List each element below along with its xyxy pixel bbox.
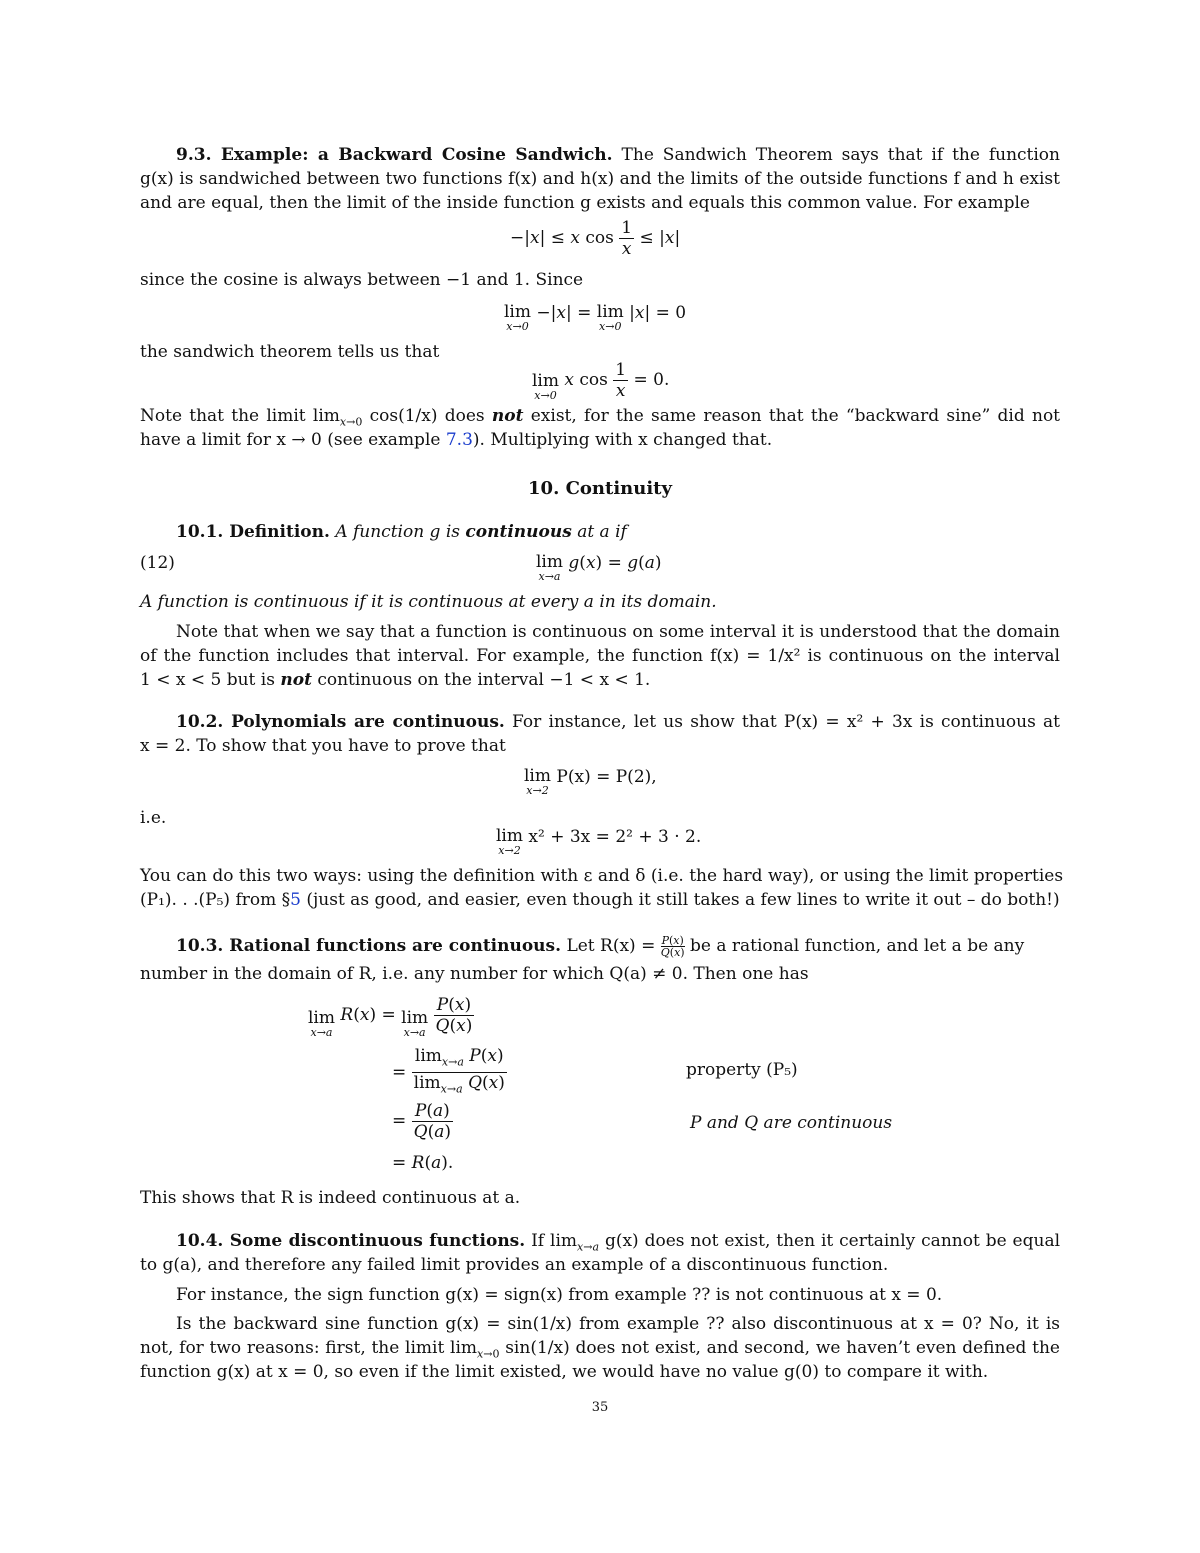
sec104-line1: 10.4. Some discontinuous functions. If $\lim_{x\to a} g(x)$ does not exist, then it certainly cannot be equal [176, 1231, 1061, 1254]
sec104-line2: to g(a), and therefore any failed limit provides an example of a discontinuous function. [140, 1255, 889, 1275]
page-number: 35 [591, 1400, 609, 1415]
emphasis-not: not [491, 406, 524, 426]
sec93-title: 9.3. Example: a Backward Cosine Sandwich. [176, 145, 613, 165]
sec103-property-p5: property (P₅) [686, 1060, 798, 1080]
sec103-eq-row3: = $\frac{P(a)}{Q(a)}$ [392, 1101, 452, 1142]
sec104-para2-line3: function g(x) at x = 0, so even if the limit existed, we would have no value g(0) to compare it with. [140, 1362, 989, 1382]
sec93-line5: the sandwich theorem tells us that [140, 342, 440, 362]
sec93-line1 [176, 143, 1060, 167]
sec101-para-line3: 1 < x < 5 but is not continuous on the interval −1 < x < 1. [140, 670, 651, 690]
sec93-line2: g(x) is sandwiched between two functions f(x) and h(x) and the limits of the outside functions f and h exist [140, 169, 1060, 189]
sec101-line1: 10.1. Definition. A function g is continuous at a if [176, 522, 627, 542]
sec93-line3: and are equal, then the limit of the inside function g exists and equals this common value. For example [140, 193, 1030, 213]
sec93-line6: Note that the limit $\lim_{x\to 0} \cos(1/x)$ does not exist, for the same reason that the “backward sine” did not [140, 406, 1061, 429]
sec102-line2: x = 2. To show that you have to prove that [140, 736, 506, 756]
sec93-line4: since the cosine is always between −1 and 1. Since [140, 270, 584, 290]
sec93-eq2: lim x→0 −|x| = lim x→0 |x| = 0 [504, 302, 687, 333]
sec102-ie: i.e. [140, 808, 167, 828]
sec93-eq1: −|x| ≤ x cos $\frac{1}{x}$ ≤ |x| [510, 218, 681, 259]
sec103-eq-row2: = $\frac{\lim_{x\to a} P(x)}{\lim_{x\to a} Q(x)}$ [392, 1046, 505, 1096]
sec103-eq-row1: lim x→a R(x) = lim x→a $\frac{P(x)}{Q(x)}$ [308, 995, 473, 1039]
sec103-line2: number in the domain of R, i.e. any number for which Q(a) ≠ 0. Then one has [140, 964, 809, 984]
sec103-conclusion: This shows that R is indeed continuous at a. [140, 1188, 521, 1208]
sec102-eq2: lim x→2 x² + 3x = 2² + 3 · 2. [496, 826, 702, 857]
section-5-link[interactable]: 5 [290, 890, 301, 910]
sec103-eq-row4: = R(a). [392, 1153, 454, 1173]
sec101-line2: A function is continuous if it is continuous at every a in its domain. [140, 592, 717, 612]
sec104-para1: For instance, the sign function g(x) = sign(x) from example ?? is not continuous at x = 0. [176, 1285, 943, 1305]
sec93-text1: The Sandwich Theorem says that if the function [621, 145, 1060, 165]
sec101-title: 10.1. Definition. [176, 522, 330, 542]
example-7-3-link[interactable]: 7.3 [445, 430, 473, 450]
sec93-line7: have a limit for x → 0 (see example 7.3). Multiplying with x changed that. [140, 430, 773, 450]
sec93-eq3: lim x→0 x cos $\frac{1}{x}$ = 0. [532, 360, 670, 402]
sec102-line4: (P₁). . .(P₅) from §5 (just as good, and easier, even though it still takes a few lines to write it out – do both!) [140, 890, 1060, 910]
sec104-para2-line2: not, for two reasons: first, the limit $\lim_{x\to 0} \sin(1/x)$ does not exist, and second, we haven’t even defined the [140, 1338, 1060, 1361]
sec103-line1: 10.3. Rational functions are continuous. Let R(x) = $\frac{P(x)}{Q(x)}$ be a rational function, and let a be any [176, 934, 1025, 959]
sec102-eq1: lim x→2 P(x) = P(2), [524, 766, 657, 797]
sec104-title: 10.4. Some discontinuous functions. [176, 1231, 526, 1251]
sec102-title: 10.2. Polynomials are continuous. [176, 712, 505, 732]
sec102-line1: 10.2. Polynomials are continuous. For instance, let us show that P(x) = x² + 3x is continuous at [176, 712, 1060, 732]
equation-number-12: (12) [140, 553, 175, 573]
sec101-para-line1: Note that when we say that a function is continuous on some interval it is understood that the domain [176, 622, 1060, 642]
section-heading-continuity: 10. Continuity [528, 478, 672, 499]
sec101-para-line2: of the function includes that interval. For example, the function f(x) = 1/x² is continuous on the interval [140, 646, 1060, 666]
sec103-title: 10.3. Rational functions are continuous. [176, 936, 562, 956]
sec103-note-continuous: P and Q are continuous [690, 1113, 893, 1133]
sec101-eq: lim x→a g(x) = g(a) [536, 552, 662, 583]
sec104-para2-line1: Is the backward sine function g(x) = sin(1/x) from example ?? also discontinuous at x = 0? No, it is [176, 1314, 1060, 1334]
sec102-line3: You can do this two ways: using the definition with ε and δ (i.e. the hard way), or using the limit properties [140, 866, 1064, 886]
